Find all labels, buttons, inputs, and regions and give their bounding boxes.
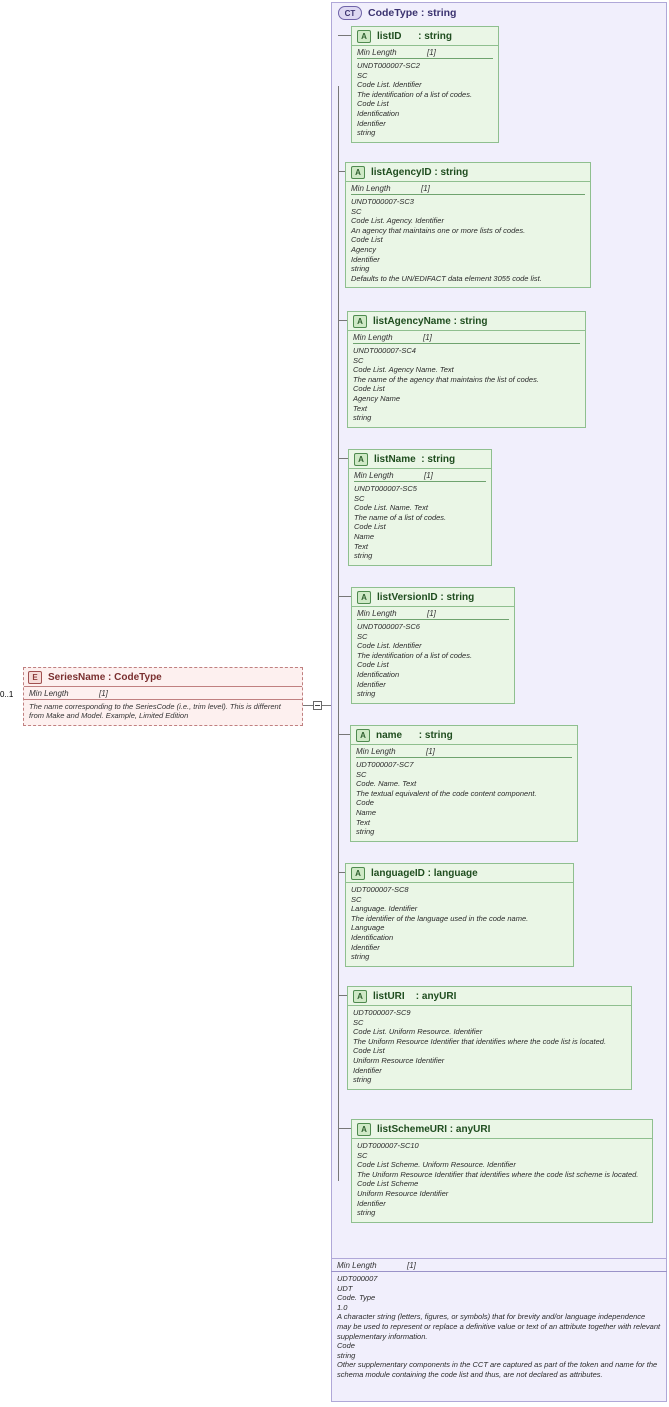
attribute-box[interactable]: [351, 1119, 653, 1223]
attribute-doc-line: Code List. Name. Text: [354, 503, 428, 513]
attribute-badge-icon: A: [351, 166, 365, 179]
attribute-badge-icon: A: [357, 591, 371, 604]
type-minlength-row: [331, 1258, 667, 1271]
attribute-title: listID : string: [377, 30, 453, 42]
element-minlength-label: Min Length: [29, 689, 69, 698]
attribute-doc-line: An agency that maintains one or more lists of codes.: [351, 225, 526, 235]
attribute-header: [348, 312, 585, 330]
attribute-doc-line: string: [356, 827, 375, 837]
attribute-box[interactable]: [351, 26, 499, 143]
element-cardinality: 0..1: [0, 690, 14, 699]
attribute-doc-line: Identifier: [357, 118, 386, 128]
connector-attribute: [338, 171, 345, 172]
attribute-minlength-row: [346, 182, 590, 194]
attribute-doc-line: Code List: [354, 522, 386, 532]
type-minlength-label: Min Length: [337, 1261, 377, 1270]
attribute-doc-line: Code List. Uniform Resource. Identifier: [353, 1027, 483, 1037]
attribute-documentation: [352, 620, 514, 703]
attribute-doc-line: The identification of a list of codes.: [357, 89, 473, 99]
attribute-doc-line: Identifier: [357, 1198, 386, 1208]
connector-attribute: [338, 995, 347, 996]
attribute-title: listAgencyID : string: [371, 166, 469, 178]
attribute-doc-line: Code List Scheme: [357, 1179, 419, 1189]
element-title: SeriesName : CodeType: [48, 671, 162, 683]
element-badge-icon: E: [28, 671, 42, 684]
attribute-doc-line: Code List: [351, 235, 383, 245]
attribute-doc-line: Code List: [357, 660, 389, 670]
attribute-doc-line: UDT000007-SC7: [356, 760, 414, 769]
attribute-doc-line: string: [357, 1208, 376, 1218]
attribute-box[interactable]: [345, 863, 574, 967]
attribute-doc-line: string: [354, 551, 373, 561]
attribute-doc-line: Uniform Resource Identifier: [357, 1188, 449, 1198]
type-documentation: [331, 1271, 667, 1384]
attribute-badge-icon: A: [351, 867, 365, 880]
attribute-doc-line: SC: [354, 493, 365, 503]
attribute-doc-line: Identifier: [353, 1065, 382, 1075]
attribute-doc-line: string: [357, 128, 376, 138]
attribute-minlength-label: Min Length: [357, 48, 397, 57]
attribute-doc-line: Code List Scheme. Uniform Resource. Identifier: [357, 1160, 516, 1170]
attribute-doc-line: Agency: [351, 244, 377, 254]
attribute-badge-icon: A: [354, 453, 368, 466]
attribute-doc-line: Agency Name: [353, 393, 401, 403]
attribute-doc-line: UDT000007-SC9: [353, 1008, 411, 1017]
connector-type-stub: [322, 705, 331, 706]
attribute-doc-line: Code List. Identifier: [357, 80, 422, 90]
connector-attribute: [338, 734, 350, 735]
type-header: [332, 3, 666, 23]
type-doc-line: UDT: [337, 1283, 353, 1293]
attribute-box[interactable]: [347, 986, 632, 1090]
attribute-header: [351, 726, 577, 744]
attribute-doc-line: Code List: [353, 1046, 385, 1056]
attribute-badge-icon: A: [357, 1123, 371, 1136]
attribute-doc-line: UNDT000007-SC4: [353, 346, 416, 355]
attribute-doc-line: Code List: [353, 384, 385, 394]
attribute-title: name : string: [376, 729, 453, 741]
attribute-doc-line: SC: [353, 355, 364, 365]
attribute-header: [349, 450, 491, 468]
attribute-header: [352, 588, 514, 606]
attribute-minlength-row: [352, 46, 498, 58]
attribute-doc-line: The Uniform Resource Identifier that identifies where the code list is located.: [353, 1036, 607, 1046]
attribute-doc-line: Code List. Agency Name. Text: [353, 365, 454, 375]
attribute-doc-line: SC: [356, 769, 367, 779]
type-doc-line: string: [337, 1350, 356, 1360]
type-minlength-card: [1]: [407, 1261, 416, 1270]
attribute-minlength-row: [348, 331, 585, 343]
attribute-documentation: [352, 59, 498, 142]
attribute-doc-line: Name: [354, 531, 375, 541]
attribute-doc-line: Language: [351, 923, 385, 933]
attribute-doc-line: Language. Identifier: [351, 904, 418, 914]
attribute-minlength-card: [1]: [427, 48, 436, 57]
type-title: CodeType : string: [368, 7, 457, 19]
connector-attribute: [338, 458, 348, 459]
attribute-bus-line: [338, 86, 339, 1181]
attribute-doc-line: UDT000007-SC8: [351, 885, 409, 894]
attribute-doc-line: Identifier: [351, 942, 380, 952]
attribute-documentation: [348, 344, 585, 427]
attribute-minlength-label: Min Length: [357, 609, 397, 618]
attribute-doc-line: Identifier: [351, 254, 380, 264]
type-doc-line: 1.0: [337, 1302, 348, 1312]
connector-attribute: [338, 596, 351, 597]
attribute-doc-line: Code: [356, 798, 374, 808]
expand-toggle-icon[interactable]: [313, 701, 322, 710]
attribute-doc-line: UNDT000007-SC5: [354, 484, 417, 493]
connector-attribute: [338, 320, 347, 321]
attribute-header: [346, 864, 573, 882]
element-minlength-card: [1]: [99, 689, 108, 698]
attribute-badge-icon: A: [356, 729, 370, 742]
attribute-doc-line: Code. Name. Text: [356, 779, 417, 789]
attribute-box[interactable]: [347, 311, 586, 428]
attribute-minlength-label: Min Length: [356, 747, 396, 756]
attribute-doc-line: Name: [356, 807, 377, 817]
type-doc-line: Code. Type: [337, 1293, 376, 1303]
element-documentation: The name corresponding to the SeriesCode (i.e., trim level). This is different from Make and Model. Example, Limited Edition: [24, 699, 302, 725]
complextype-badge-icon: CT: [338, 6, 362, 20]
attribute-box[interactable]: [348, 449, 492, 566]
attribute-doc-line: SC: [351, 894, 362, 904]
attribute-documentation: [346, 195, 590, 287]
type-doc-line: Code: [337, 1341, 355, 1351]
attribute-doc-line: Defaults to the UN/EDIFACT data element 3055 code list.: [351, 273, 542, 283]
attribute-doc-line: UNDT000007-SC2: [357, 61, 420, 70]
attribute-minlength-label: Min Length: [351, 184, 391, 193]
attribute-doc-line: SC: [357, 1150, 368, 1160]
attribute-doc-line: UNDT000007-SC6: [357, 622, 420, 631]
attribute-badge-icon: A: [357, 30, 371, 43]
attribute-documentation: [348, 1006, 631, 1089]
attribute-minlength-card: [1]: [426, 747, 435, 756]
attribute-doc-line: Identification: [357, 108, 400, 118]
attribute-documentation: [352, 1139, 652, 1222]
attribute-doc-line: Code List. Agency. Identifier: [351, 216, 444, 226]
attribute-doc-line: The name of the agency that maintains the list of codes.: [353, 374, 539, 384]
attribute-documentation: [351, 758, 577, 841]
attribute-doc-line: Text: [353, 403, 367, 413]
attribute-header: [346, 163, 590, 181]
attribute-doc-line: Text: [354, 541, 368, 551]
attribute-doc-line: Identification: [357, 669, 400, 679]
attribute-doc-line: The name of a list of codes.: [354, 512, 447, 522]
attribute-doc-line: Code List. Identifier: [357, 641, 422, 651]
attribute-box[interactable]: [350, 725, 578, 842]
attribute-title: listSchemeURI : anyURI: [377, 1123, 491, 1135]
attribute-doc-line: Identification: [351, 932, 394, 942]
attribute-badge-icon: A: [353, 990, 367, 1003]
attribute-title: listAgencyName : string: [373, 315, 488, 327]
attribute-doc-line: UDT000007-SC10: [357, 1141, 419, 1150]
element-header: [24, 668, 302, 686]
type-footer: [331, 1258, 667, 1384]
attribute-minlength-card: [1]: [423, 333, 432, 342]
attribute-minlength-label: Min Length: [353, 333, 393, 342]
attribute-box[interactable]: [351, 587, 515, 704]
attribute-box[interactable]: [345, 162, 591, 288]
attribute-doc-line: string: [351, 952, 370, 962]
attribute-doc-line: string: [353, 413, 372, 423]
type-doc-line: Other supplementary components in the CCT are captured as part of the token and name for the schema module containing the code list and thus, are not declared as attributes.: [337, 1360, 658, 1379]
attribute-doc-line: The identifier of the language used in the code name.: [351, 913, 529, 923]
attribute-title: languageID : language: [371, 867, 478, 879]
attribute-doc-line: Code List: [357, 99, 389, 109]
element-minlength-row: [24, 687, 302, 699]
attribute-doc-line: UNDT000007-SC3: [351, 197, 414, 206]
attribute-badge-icon: A: [353, 315, 367, 328]
attribute-header: [348, 987, 631, 1005]
element-seriesname-box[interactable]: [23, 667, 303, 726]
attribute-minlength-card: [1]: [424, 471, 433, 480]
attribute-title: listVersionID : string: [377, 591, 475, 603]
attribute-title: listName : string: [374, 453, 456, 465]
attribute-minlength-label: Min Length: [354, 471, 394, 480]
attribute-doc-line: string: [351, 264, 370, 274]
connector-attribute: [338, 872, 345, 873]
attribute-doc-line: Text: [356, 817, 370, 827]
type-doc-line: A character string (letters, figures, or symbols) that for brevity and/or language independence may be used to represent or replace a definitive value or text of an attribute together with relevant supplementary information.: [337, 1312, 661, 1341]
attribute-doc-line: Uniform Resource Identifier: [353, 1055, 445, 1065]
attribute-title: listURI : anyURI: [373, 990, 457, 1002]
attribute-minlength-row: [351, 745, 577, 757]
attribute-doc-line: string: [357, 689, 376, 699]
attribute-doc-line: Identifier: [357, 679, 386, 689]
attribute-doc-line: The Uniform Resource Identifier that identifies where the code list scheme is located.: [357, 1169, 639, 1179]
attribute-doc-line: The identification of a list of codes.: [357, 650, 473, 660]
attribute-minlength-row: [349, 469, 491, 481]
connector-attribute: [338, 1128, 351, 1129]
attribute-doc-line: SC: [351, 206, 362, 216]
attribute-doc-line: SC: [357, 70, 368, 80]
attribute-documentation: [349, 482, 491, 565]
attribute-doc-line: The textual equivalent of the code content component.: [356, 788, 537, 798]
type-doc-line: UDT000007: [337, 1274, 378, 1283]
attribute-minlength-card: [1]: [427, 609, 436, 618]
attribute-documentation: [346, 883, 573, 966]
attribute-minlength-card: [1]: [421, 184, 430, 193]
attribute-doc-line: SC: [353, 1017, 364, 1027]
connector-attribute: [338, 35, 351, 36]
attribute-header: [352, 27, 498, 45]
attribute-doc-line: string: [353, 1075, 372, 1085]
attribute-header: [352, 1120, 652, 1138]
attribute-doc-line: SC: [357, 631, 368, 641]
attribute-minlength-row: [352, 607, 514, 619]
